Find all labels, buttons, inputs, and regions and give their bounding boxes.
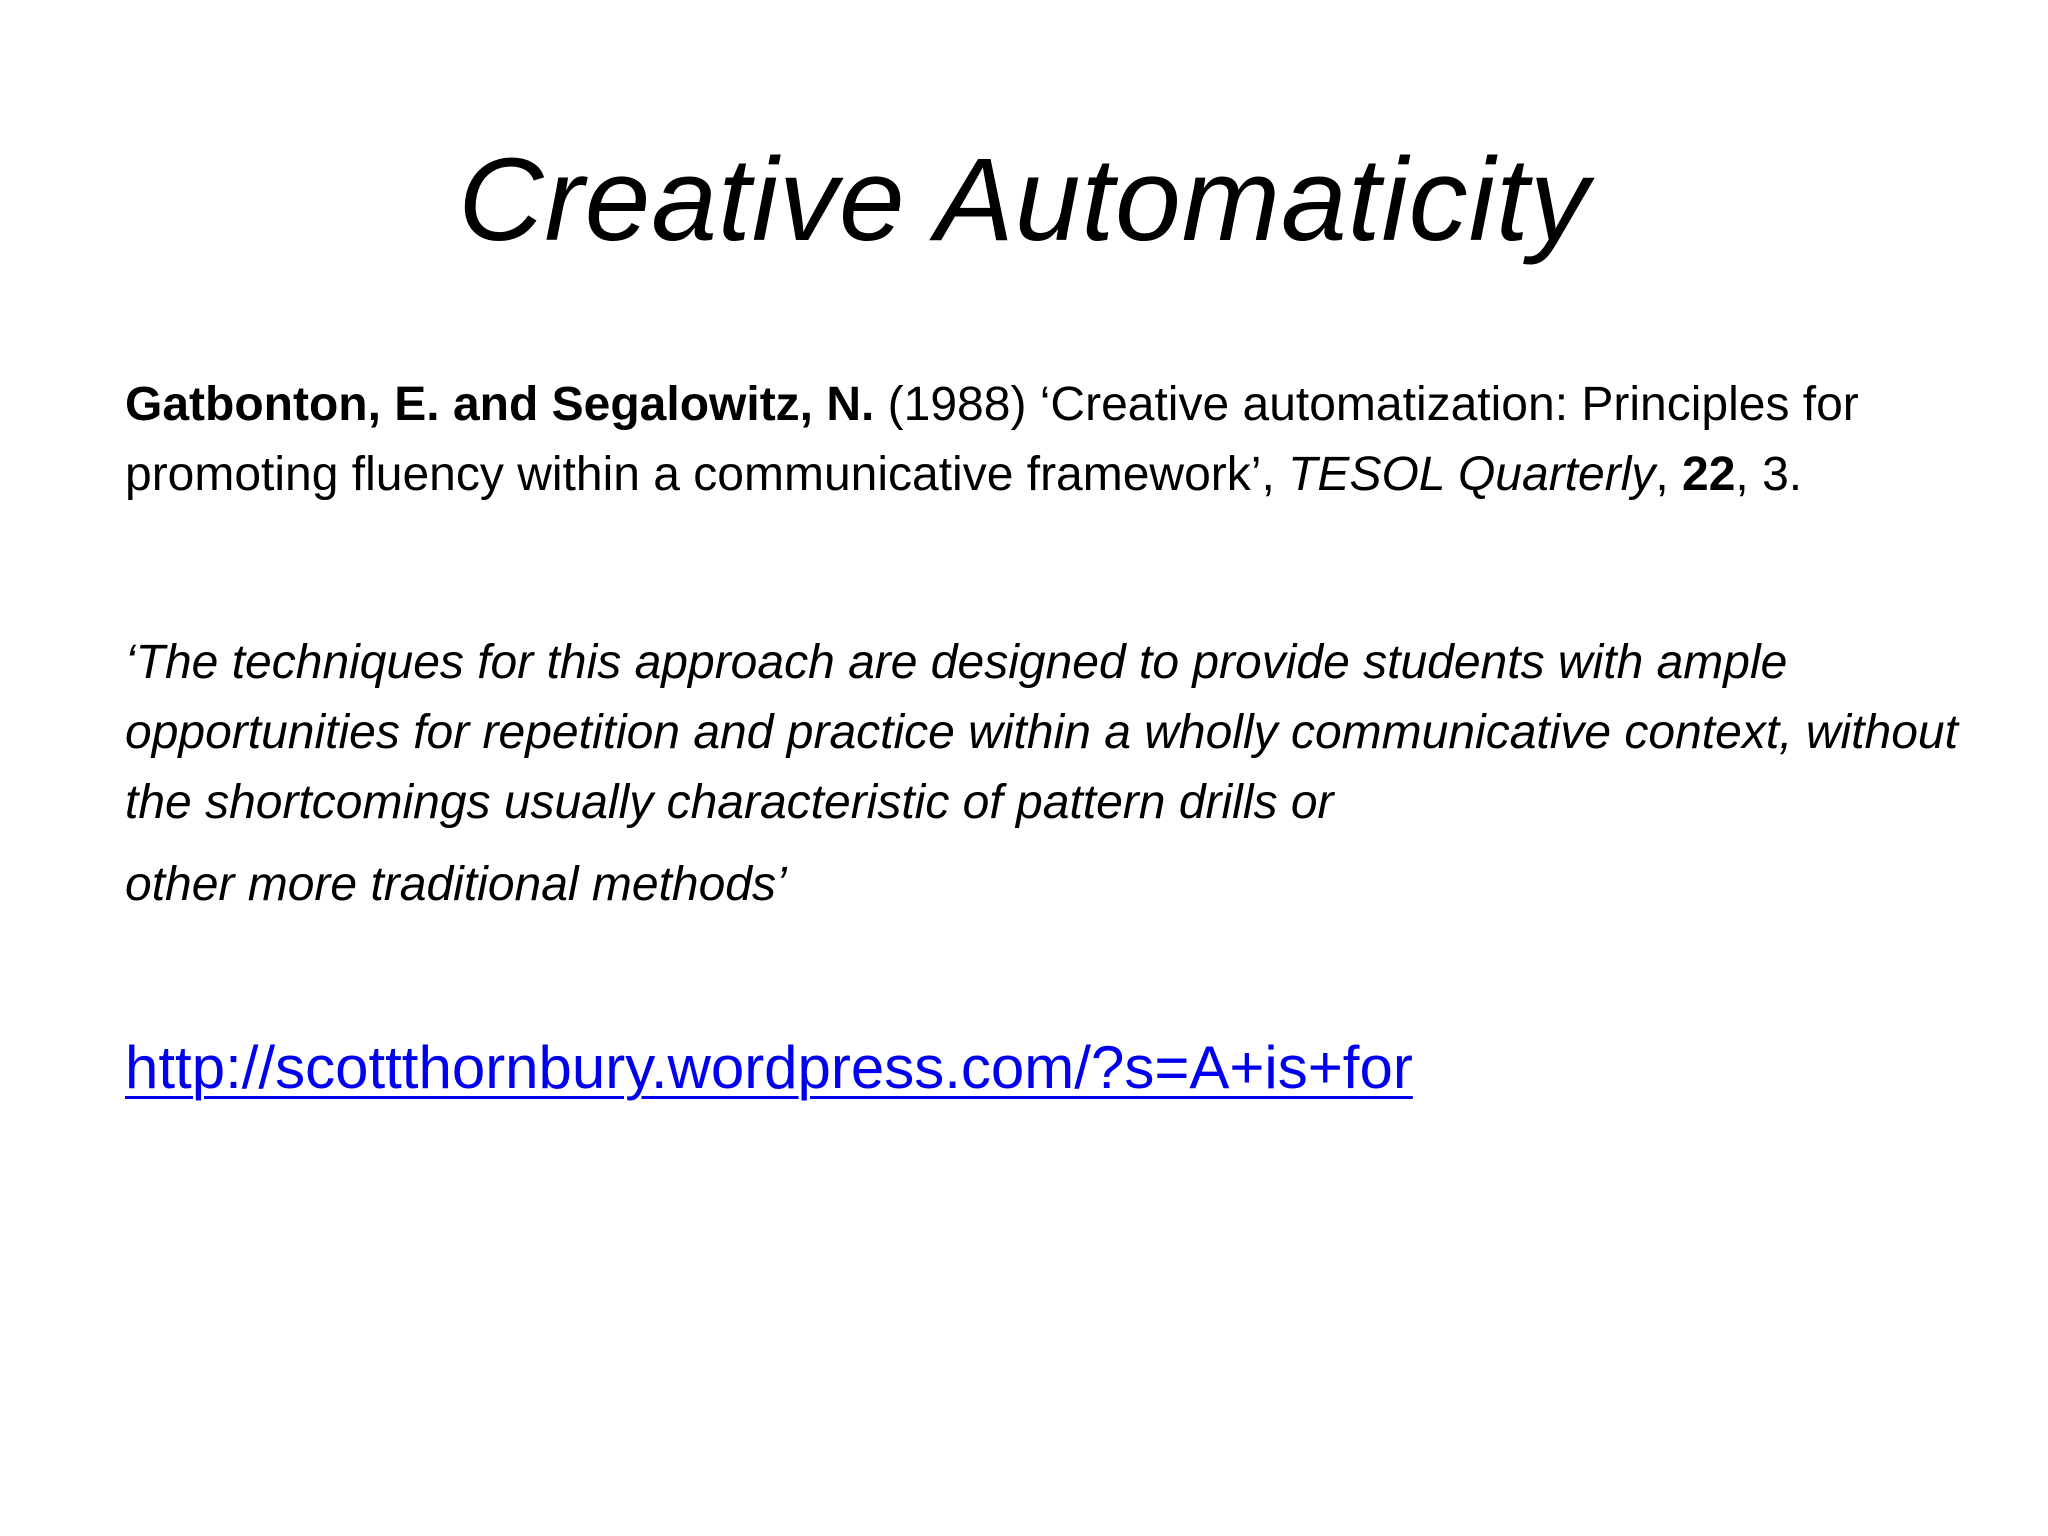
slide-title: Creative Automaticity xyxy=(458,134,1590,266)
citation-journal: TESOL Quarterly xyxy=(1288,448,1656,501)
citation-authors: Gatbonton, E. and Segalowitz, N. xyxy=(125,378,875,431)
slide-body xyxy=(125,370,1965,1108)
citation-issue: , 3. xyxy=(1735,448,1803,501)
reference-link-container xyxy=(125,1028,1965,1108)
reference-link[interactable]: http://scottthornbury.wordpress.com/?s=A+is+for xyxy=(125,1034,1413,1101)
quote-last-line: other more traditional methods’ xyxy=(125,858,787,911)
citation-volume: 22 xyxy=(1682,448,1736,501)
quote xyxy=(125,628,1965,920)
citation-article: (1988) ‘Creative automatization: Principles for promoting fluency within a communicative framework’, xyxy=(125,378,1859,501)
quote-main: ‘The techniques for this approach are designed to provide students with ample opportunities for repetition and practice within a wholly communicative context, without the shortcomings usually characteristic of pattern drills or xyxy=(125,636,1958,829)
citation-separator: , xyxy=(1655,448,1683,501)
citation xyxy=(125,370,1965,510)
